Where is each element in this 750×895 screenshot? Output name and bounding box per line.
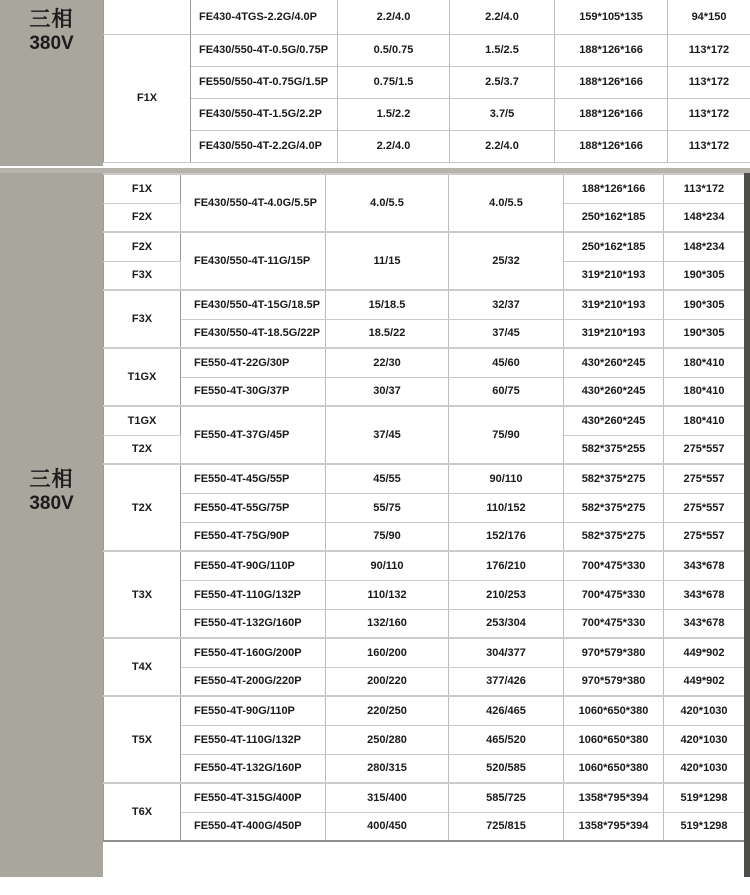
- cell-current: 110/152: [449, 493, 564, 522]
- spec-table-top: [103, 0, 750, 163]
- cell-mount: 275*557: [664, 435, 745, 464]
- cell-model: FE550-4T-110G/132P: [181, 580, 326, 609]
- cell-current: 4.0/5.5: [449, 174, 564, 232]
- cell-current: 2.2/4.0: [450, 130, 555, 162]
- cell-dims: 250*162*185: [564, 232, 664, 261]
- table-row: [104, 812, 745, 841]
- cell-dims: 430*260*245: [564, 348, 664, 377]
- cell-model: FE550-4T-45G/55P: [181, 464, 326, 493]
- cell-current: 210/253: [449, 580, 564, 609]
- cell-model: FE430-4TGS-2.2G/4.0P: [191, 0, 338, 34]
- cell-power: 45/55: [326, 464, 449, 493]
- cell-mount: 180*410: [664, 348, 745, 377]
- cell-power: 400/450: [326, 812, 449, 841]
- cell-dims: 188*126*166: [555, 34, 668, 66]
- table-row: [104, 319, 745, 348]
- cell-dims: 700*475*330: [564, 609, 664, 638]
- spec-table-bottom: [103, 173, 745, 842]
- cell-frame: T1GX: [104, 406, 181, 435]
- cell-current: 585/725: [449, 783, 564, 812]
- table-row: [104, 377, 745, 406]
- cell-dims: 582*375*275: [564, 464, 664, 493]
- cell-model: FE550-4T-110G/132P: [181, 725, 326, 754]
- cell-power: 75/90: [326, 522, 449, 551]
- cell-power: 22/30: [326, 348, 449, 377]
- cell-current: 520/585: [449, 754, 564, 783]
- table-row: [104, 0, 750, 34]
- cell-mount: 113*172: [668, 98, 750, 130]
- cell-frame: [104, 0, 191, 34]
- cell-frame: F1X: [104, 34, 191, 162]
- cell-current: 725/815: [449, 812, 564, 841]
- cell-dims: 1358*795*394: [564, 812, 664, 841]
- cell-model: FE550-4T-132G/160P: [181, 754, 326, 783]
- cell-model: FE550-4T-90G/110P: [181, 696, 326, 725]
- cell-frame: T4X: [104, 638, 181, 696]
- cell-mount: 180*410: [664, 406, 745, 435]
- cell-model: FE550-4T-30G/37P: [181, 377, 326, 406]
- cell-dims: 970*579*380: [564, 638, 664, 667]
- cell-model: FE430/550-4T-11G/15P: [181, 232, 326, 290]
- cell-model: FE550-4T-400G/450P: [181, 812, 326, 841]
- cell-power: 90/110: [326, 551, 449, 580]
- cell-frame: T2X: [104, 464, 181, 551]
- cell-mount: 420*1030: [664, 754, 745, 783]
- cell-dims: 582*375*275: [564, 522, 664, 551]
- table-row: [104, 464, 745, 493]
- cell-current: 152/176: [449, 522, 564, 551]
- cell-current: 90/110: [449, 464, 564, 493]
- cell-dims: 188*126*166: [564, 174, 664, 203]
- cell-power: 30/37: [326, 377, 449, 406]
- cell-frame: T3X: [104, 551, 181, 638]
- table-row: [104, 783, 745, 812]
- cell-model: FE550-4T-55G/75P: [181, 493, 326, 522]
- spec-table-top-body: [104, 0, 750, 162]
- cell-power: 132/160: [326, 609, 449, 638]
- cell-current: 37/45: [449, 319, 564, 348]
- cell-frame: T1GX: [104, 348, 181, 406]
- cell-power: 0.5/0.75: [338, 34, 450, 66]
- table-row: [104, 522, 745, 551]
- cell-power: 1.5/2.2: [338, 98, 450, 130]
- cell-frame: F3X: [104, 261, 181, 290]
- cell-mount: 275*557: [664, 493, 745, 522]
- table-row: [104, 725, 745, 754]
- table-row: [104, 290, 745, 319]
- cell-current: 60/75: [449, 377, 564, 406]
- cell-current: 253/304: [449, 609, 564, 638]
- cell-mount: 519*1298: [664, 812, 745, 841]
- voltage-label: 380V: [29, 493, 74, 514]
- cell-mount: 275*557: [664, 522, 745, 551]
- cell-current: 75/90: [449, 406, 564, 464]
- table-row: [104, 638, 745, 667]
- cell-dims: 250*162*185: [564, 203, 664, 232]
- table-row: [104, 609, 745, 638]
- cell-mount: 343*678: [664, 580, 745, 609]
- cell-mount: 94*150: [668, 0, 750, 34]
- cell-model: FE430/550-4T-1.5G/2.2P: [191, 98, 338, 130]
- cell-current: 377/426: [449, 667, 564, 696]
- cell-power: 0.75/1.5: [338, 66, 450, 98]
- cell-dims: 188*126*166: [555, 98, 668, 130]
- cell-power: 55/75: [326, 493, 449, 522]
- cell-current: 2.5/3.7: [450, 66, 555, 98]
- cell-model: FE550-4T-200G/220P: [181, 667, 326, 696]
- phase-label: 三相: [29, 8, 74, 31]
- cell-frame: T5X: [104, 696, 181, 783]
- phase-label: 三相: [29, 468, 74, 491]
- cell-dims: 1060*650*380: [564, 696, 664, 725]
- right-edge-strip: [744, 173, 750, 877]
- table-row: [104, 66, 750, 98]
- cell-frame: F3X: [104, 290, 181, 348]
- cell-current: 25/32: [449, 232, 564, 290]
- cell-power: 2.2/4.0: [338, 0, 450, 34]
- cell-dims: 319*210*193: [564, 290, 664, 319]
- cell-dims: 1060*650*380: [564, 725, 664, 754]
- cell-mount: 190*305: [664, 290, 745, 319]
- table-row: [104, 551, 745, 580]
- cell-model: FE550-4T-132G/160P: [181, 609, 326, 638]
- cell-mount: 113*172: [668, 66, 750, 98]
- cell-model: FE430/550-4T-0.5G/0.75P: [191, 34, 338, 66]
- table-row: [104, 130, 750, 162]
- cell-mount: 343*678: [664, 609, 745, 638]
- cell-mount: 420*1030: [664, 725, 745, 754]
- cell-model: FE550-4T-75G/90P: [181, 522, 326, 551]
- cell-mount: 449*902: [664, 638, 745, 667]
- table-row: [104, 232, 745, 261]
- cell-model: FE430/550-4T-18.5G/22P: [181, 319, 326, 348]
- spec-table-bottom-body: [104, 174, 745, 841]
- table-row: [104, 98, 750, 130]
- cell-model: FE550-4T-160G/200P: [181, 638, 326, 667]
- cell-dims: 1060*650*380: [564, 754, 664, 783]
- voltage-label: 380V: [29, 33, 74, 54]
- phase-voltage-header-bottom: [0, 173, 103, 877]
- cell-dims: 700*475*330: [564, 580, 664, 609]
- cell-power: 2.2/4.0: [338, 130, 450, 162]
- table-row: [104, 406, 745, 435]
- cell-dims: 159*105*135: [555, 0, 668, 34]
- cell-power: 15/18.5: [326, 290, 449, 319]
- cell-dims: 188*126*166: [555, 66, 668, 98]
- cell-mount: 343*678: [664, 551, 745, 580]
- cell-dims: 970*579*380: [564, 667, 664, 696]
- cell-dims: 430*260*245: [564, 406, 664, 435]
- cell-mount: 113*172: [664, 174, 745, 203]
- cell-power: 200/220: [326, 667, 449, 696]
- cell-mount: 148*234: [664, 232, 745, 261]
- cell-model: FE430/550-4T-2.2G/4.0P: [191, 130, 338, 162]
- cell-current: 176/210: [449, 551, 564, 580]
- cell-current: 32/37: [449, 290, 564, 319]
- table-row: [104, 348, 745, 377]
- cell-mount: 190*305: [664, 261, 745, 290]
- cell-power: 160/200: [326, 638, 449, 667]
- cell-frame: T2X: [104, 435, 181, 464]
- cell-mount: 113*172: [668, 130, 750, 162]
- cell-current: 1.5/2.5: [450, 34, 555, 66]
- cell-mount: 180*410: [664, 377, 745, 406]
- cell-dims: 700*475*330: [564, 551, 664, 580]
- cell-current: 426/465: [449, 696, 564, 725]
- cell-mount: 190*305: [664, 319, 745, 348]
- table-row: [104, 580, 745, 609]
- cell-model: FE550-4T-315G/400P: [181, 783, 326, 812]
- cell-dims: 1358*795*394: [564, 783, 664, 812]
- table-row: [104, 493, 745, 522]
- cell-frame: F1X: [104, 174, 181, 203]
- cell-model: FE550/550-4T-0.75G/1.5P: [191, 66, 338, 98]
- cell-mount: 519*1298: [664, 783, 745, 812]
- cell-model: FE430/550-4T-15G/18.5P: [181, 290, 326, 319]
- cell-dims: 430*260*245: [564, 377, 664, 406]
- cell-power: 4.0/5.5: [326, 174, 449, 232]
- cell-current: 2.2/4.0: [450, 0, 555, 34]
- phase-voltage-header-top: [0, 0, 103, 166]
- cell-mount: 113*172: [668, 34, 750, 66]
- cell-power: 18.5/22: [326, 319, 449, 348]
- cell-dims: 188*126*166: [555, 130, 668, 162]
- cell-model: FE550-4T-22G/30P: [181, 348, 326, 377]
- cell-mount: 148*234: [664, 203, 745, 232]
- cell-power: 280/315: [326, 754, 449, 783]
- cell-frame: F2X: [104, 203, 181, 232]
- cell-mount: 420*1030: [664, 696, 745, 725]
- cell-frame: T6X: [104, 783, 181, 841]
- cell-power: 110/132: [326, 580, 449, 609]
- cell-current: 3.7/5: [450, 98, 555, 130]
- cell-model: FE550-4T-90G/110P: [181, 551, 326, 580]
- cell-power: 220/250: [326, 696, 449, 725]
- cell-mount: 449*902: [664, 667, 745, 696]
- table-row: [104, 34, 750, 66]
- cell-dims: 582*375*275: [564, 493, 664, 522]
- cell-power: 250/280: [326, 725, 449, 754]
- cell-current: 304/377: [449, 638, 564, 667]
- cell-dims: 582*375*255: [564, 435, 664, 464]
- table-row: [104, 696, 745, 725]
- cell-power: 37/45: [326, 406, 449, 464]
- cell-mount: 275*557: [664, 464, 745, 493]
- cell-current: 45/60: [449, 348, 564, 377]
- cell-dims: 319*210*193: [564, 261, 664, 290]
- table-row: [104, 667, 745, 696]
- cell-model: FE550-4T-37G/45P: [181, 406, 326, 464]
- cell-power: 315/400: [326, 783, 449, 812]
- cell-model: FE430/550-4T-4.0G/5.5P: [181, 174, 326, 232]
- cell-dims: 319*210*193: [564, 319, 664, 348]
- cell-frame: F2X: [104, 232, 181, 261]
- cell-power: 11/15: [326, 232, 449, 290]
- cell-current: 465/520: [449, 725, 564, 754]
- table-row: [104, 754, 745, 783]
- table-row: [104, 174, 745, 203]
